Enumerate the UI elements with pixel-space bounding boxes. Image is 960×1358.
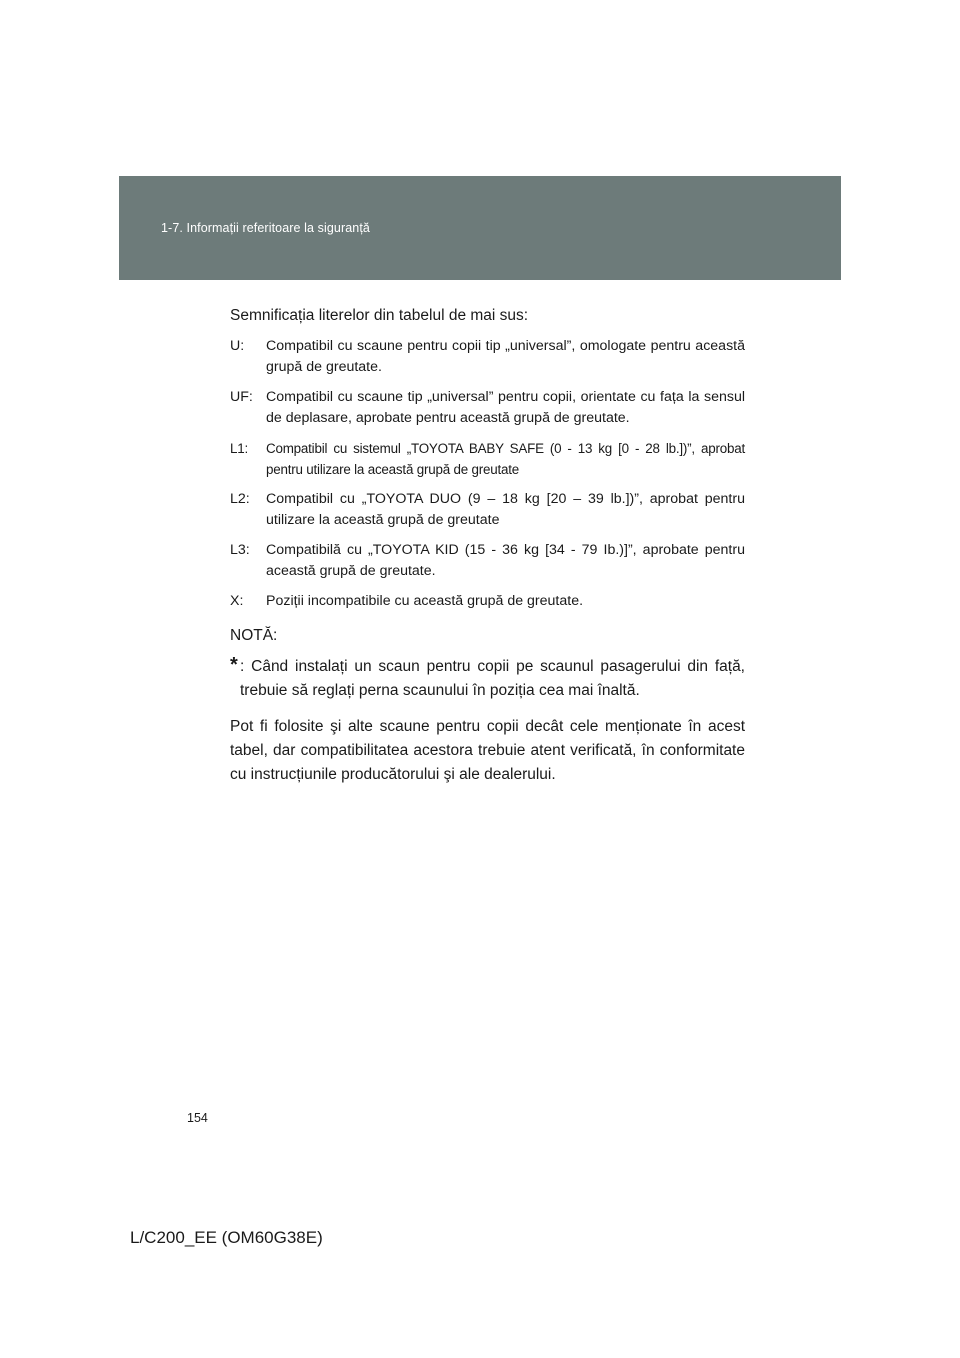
- legend-item-uf: [230, 387, 745, 429]
- legend-key: L3:: [230, 542, 250, 558]
- section-title: 1-7. Informații referitoare la siguranță: [161, 221, 370, 235]
- section-header-band: [119, 176, 841, 280]
- legend-key: L1:: [230, 441, 249, 456]
- legend-text: Compatibil cu scaune pentru copii tip „universal”, omologate pentru această grupă de greutate.: [266, 338, 745, 375]
- legend-item-l2: [230, 489, 745, 531]
- asterisk-note-text: : Când instalați un scaun pentru copii pe scaunul pasagerului din față, trebuie să reglați perna scaunului în poziția cea mai înaltă.: [240, 658, 745, 699]
- legend-key: X:: [230, 593, 244, 609]
- legend-text: Compatibil cu „TOYOTA DUO (9 – 18 kg [20 – 39 lb.])”, aprobat pentru utilizare la această grupă de greutate: [266, 491, 745, 528]
- legend-text: Poziții incompatibile cu această grupă de greutate.: [266, 593, 584, 609]
- page-content: [230, 306, 745, 787]
- legend-key: UF:: [230, 389, 253, 405]
- legend-intro: Semnificația literelor din tabelul de mai sus:: [230, 307, 529, 324]
- legend-item-u: [230, 336, 745, 378]
- note-label: NOTĂ:: [230, 627, 278, 644]
- closing-paragraph: Pot fi folosite şi alte scaune pentru copii decât cele menționate în acest tabel, dar compatibilitatea acestora trebuie atent verificată, în conformitate cu instrucțiunile producătorului şi ale dealerului.: [230, 718, 745, 783]
- legend-item-x: [230, 591, 745, 612]
- asterisk-note: [230, 655, 745, 703]
- legend-text: Compatibil cu sistemul „TOYOTA BABY SAFE (0 - 13 kg [0 - 28 lb.])”, aprobat pentru utilizare la această grupă de greutate: [266, 441, 745, 477]
- asterisk-mark: *: [230, 654, 238, 676]
- page-number: 154: [187, 1111, 208, 1125]
- legend-item-l1: [230, 438, 745, 480]
- legend-text: Compatibil cu scaune tip „universal” pentru copii, orientate cu fața la sensul de deplasare, aprobate pentru această grupă de greutate.: [266, 389, 745, 426]
- legend-key: L2:: [230, 491, 250, 507]
- legend-item-l3: [230, 540, 745, 582]
- legend-key: U:: [230, 338, 245, 354]
- document-code: L/C200_EE (OM60G38E): [130, 1228, 323, 1247]
- legend-text: Compatibilă cu „TOYOTA KID (15 - 36 kg [34 - 79 Ib.)]”, aprobate pentru această grupă de greutate.: [266, 542, 745, 579]
